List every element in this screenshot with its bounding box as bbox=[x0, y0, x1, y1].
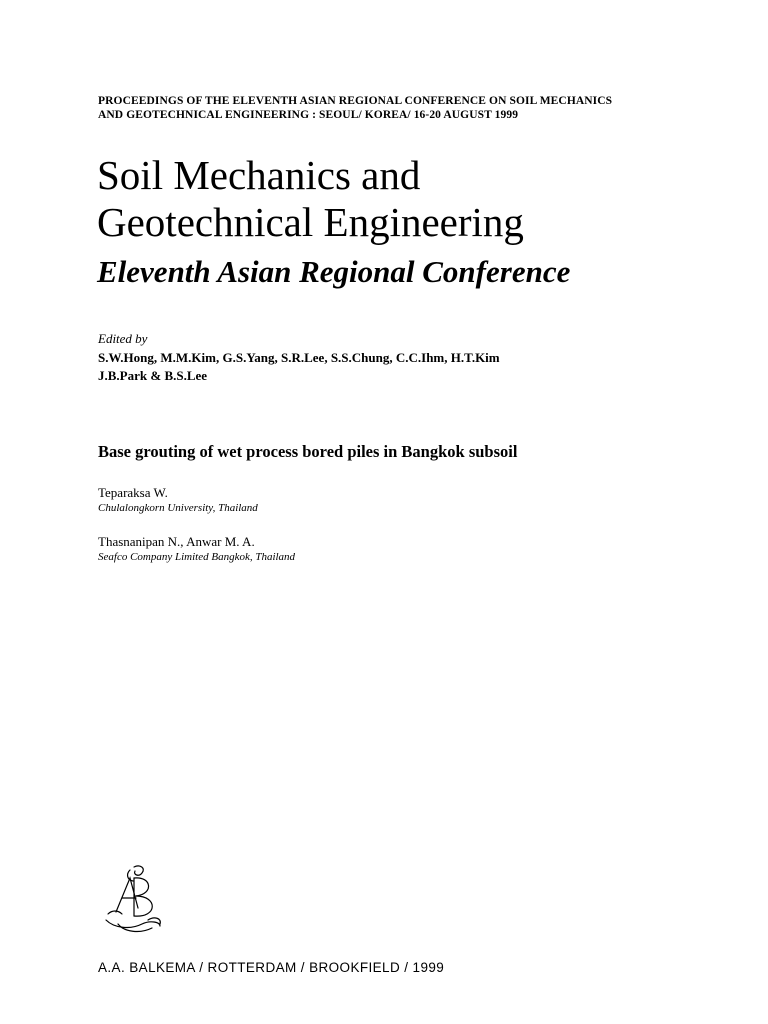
edited-by-label: Edited by bbox=[98, 331, 148, 346]
book-subtitle: Eleventh Asian Regional Conference bbox=[97, 254, 571, 289]
book-title bbox=[97, 152, 737, 246]
book-title-line-2: Geotechnical Engineering bbox=[97, 199, 524, 245]
balkema-ab-monogram-icon bbox=[100, 864, 166, 934]
publisher-line: A.A. BALKEMA / ROTTERDAM / BROOKFIELD / 1999 bbox=[98, 960, 445, 975]
author-affiliation: Seafco Company Limited Bangkok, Thailand bbox=[98, 551, 296, 563]
book-title-line-1: Soil Mechanics and bbox=[97, 152, 421, 198]
editor-list bbox=[98, 349, 698, 385]
proceedings-header bbox=[98, 94, 718, 122]
paper-title: Base grouting of wet process bored piles in Bangkok subsoil bbox=[98, 442, 518, 461]
proceedings-line-2: AND GEOTECHNICAL ENGINEERING : SEOUL/ KOREA/ 16-20 AUGUST 1999 bbox=[98, 109, 519, 121]
editor-list-line-2: J.B.Park & B.S.Lee bbox=[98, 368, 208, 383]
proceedings-line-1: PROCEEDINGS OF THE ELEVENTH ASIAN REGIONAL CONFERENCE ON SOIL MECHANICS bbox=[98, 95, 613, 107]
author-name: Thasnanipan N., Anwar M. A. bbox=[98, 534, 255, 549]
author-name: Teparaksa W. bbox=[98, 485, 168, 500]
author-affiliation: Chulalongkorn University, Thailand bbox=[98, 502, 258, 514]
editor-list-line-1: S.W.Hong, M.M.Kim, G.S.Yang, S.R.Lee, S.S.Chung, C.C.Ihm, H.T.Kim bbox=[98, 350, 500, 365]
